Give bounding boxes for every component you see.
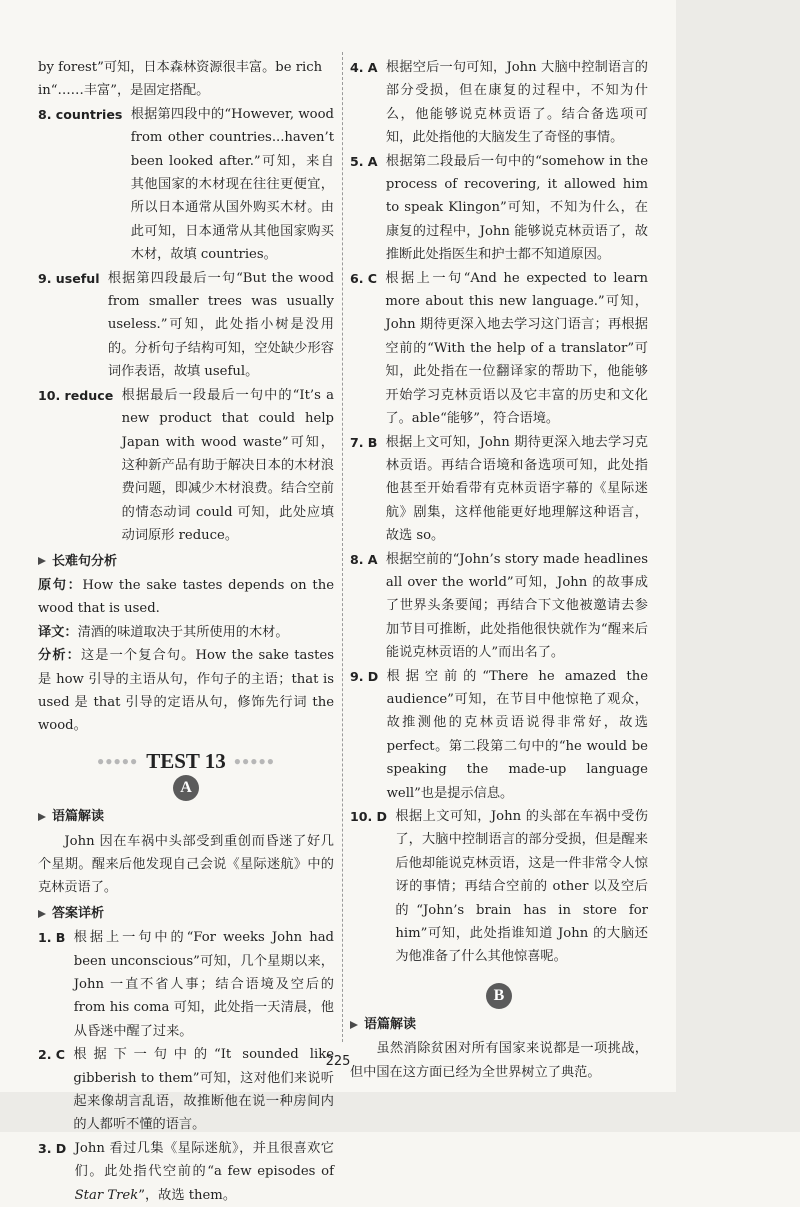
answer-item-1: 1. B 根据上一句中的“For weeks John had been unconscious”可知，几个星期以来，John 一直不省人事；结合语境及空后的 from his coma 可知，此处指一天清晨，他从昏迷中醒了过来。 xyxy=(38,926,334,1043)
answer-explanation: 根据空前的“There he amazed the audience”可知，在节目中他惊艳了观众，故推测他的克林贡语说得非常好，故选 perfect。第二段第二句中的“he would be speaking the made-up language well”也是提示信息。 xyxy=(386,668,648,801)
answer-keyword: C xyxy=(367,270,378,286)
answer-item-8: 8. countries 根据第四段中的“However, wood from other countries...haven’t been looked after.”可知，来自其他国家的木材现在往往更便宜，所以日本通常从国外购买木材。由此可知，日本通常从其他国家购买木材，故填 countries。 xyxy=(38,103,334,267)
passage-heading: 语篇解读 xyxy=(350,1013,648,1036)
answer-explanation: 根据上一句“And he expected to learn more about this new language.”可知，John 期待更深入地去学习这门语言；再根据空前的“With the help of a translator”可知，此处指在一位翻译家的帮助下，他能够开始学习克林贡语以及它丰富的历史和文化了。able“能够”，符合语境。 xyxy=(385,270,648,427)
decorative-dots: ●●●●● xyxy=(233,753,276,768)
answer-keyword: A xyxy=(367,60,378,75)
answer-item-9: 9. D 根据空前的“There he amazed the audience”可知，在节目中他惊艳了观众，故推测他的克林贡语说得非常好，故选 perfect。第二段第二句中的“he would be speaking the made-up language well”也是提示信息。 xyxy=(350,665,648,805)
answer-keyword: D xyxy=(55,1140,67,1156)
translation: 译文：清酒的味道取决于其所使用的木材。 xyxy=(38,624,289,640)
passage-heading: 语篇解读 xyxy=(38,805,334,828)
page-margin-right xyxy=(676,0,800,1132)
answer-explanation: 根据下一句中的“It sounded like gibberish to them”可知，这对他们来说听起来像胡言乱语，故推断他在说一种房间内的人都听不懂的语言。 xyxy=(73,1047,334,1133)
answer-keyword: useful xyxy=(55,270,100,286)
continued-text: by forest”可知，日本森林资源很丰富。be rich in“……丰富”，是固定搭配。 xyxy=(38,60,323,99)
answer-explanation: 根据最后一段最后一句中的“It’s a new product that could help Japan with wood waste”可知，这种新产品有助于解决日本的木材浪费问题，即减少木材浪费。结合空前的情态动词 could 可知，此处应填动词原形 reduce。 xyxy=(121,387,334,544)
decorative-dots: ●●●●● xyxy=(96,753,139,768)
answer-keyword: D xyxy=(367,668,379,684)
answer-explanation: 根据空前的“John’s story made headlines all over the world”可知，John 的故事成了世界头条要闻；再结合下文他被邀请去参加节目可推断，此处指他很快就作为“醒来后能说克林贡语的人”而出名了。 xyxy=(385,551,648,661)
answer-explanation: 根据空后一句可知，John 大脑中控制语言的部分受损，但在康复的过程中，不知为什么，他能够说克林贡语了。结合备选项可知，此处指他的大脑发生了奇怪的事情。 xyxy=(385,60,648,146)
answer-keyword: B xyxy=(55,930,66,946)
answer-item-3: 3. D John 看过几集《星际迷航》，并且很喜欢它们。此处指代空前的“a few episodes of Star Trek”，故选 them。 xyxy=(38,1137,334,1207)
answer-keyword: countries xyxy=(55,106,123,122)
answer-explanation: 根据上文可知，John 期待更深入地去学习克林贡语。再结合语境和备选项可知，此处指他甚至开始看带有克林贡语字幕的《星际迷航》剧集，这样他能更好地理解这种语言，故选 so。 xyxy=(385,434,648,544)
arrow-icon xyxy=(350,1021,358,1029)
answer-item-10: 10. reduce 根据最后一段最后一句中的“It’s a new product that could help Japan with wood waste”可知，这种新产品有助于解决日本的木材浪费问题，即减少木材浪费。结合空前的情态动词 could 可知，此处应填动词原形 reduce。 xyxy=(38,384,334,548)
answer-item-7: 7. B 根据上文可知，John 期待更深入地去学习克林贡语。再结合语境和备选项可知，此处指他甚至开始看带有克林贡语字幕的《星际迷航》剧集，这样他能更好地理解这种语言，故选 so。 xyxy=(350,431,648,548)
answer-explanation: 根据第四段最后一句“But the wood from smaller trees was usually useless.”可知，此处指小树是没用的。分析句子结构可知，空处缺少形容词作表语，故填 useful。 xyxy=(107,270,334,380)
answer-item-10: 10. D 根据上文可知，John 的头部在车祸中受伤了，大脑中控制语言的部分受损，但是醒来后他却能说克林贡语，这是一件非常令人惊讶的事情；再结合空前的 other 以及空后的“John’s brain has in store for him”可知，此处指谁知道 John 的大脑还为他准备了什么其他惊喜呢。 xyxy=(350,805,648,969)
answer-keyword: reduce xyxy=(64,387,114,403)
arrow-icon xyxy=(38,557,46,565)
arrow-icon xyxy=(38,910,46,918)
arrow-icon xyxy=(38,813,46,821)
answer-item-4: 4. A 根据空后一句可知，John 大脑中控制语言的部分受损，但在康复的过程中，不知为什么，他能够说克林贡语了。结合备选项可知，此处指他的大脑发生了奇怪的事情。 xyxy=(350,56,648,150)
answer-keyword: A xyxy=(367,153,378,169)
answer-item-9: 9. useful 根据第四段最后一句“But the wood from smaller trees was usually useless.”可知，此处指小树是没用的。分析句子结构可知，空处缺少形容词作表语，故填 useful。 xyxy=(38,267,334,384)
answer-keyword: D xyxy=(376,809,387,824)
answer-explanation: 根据上文可知，John 的头部在车祸中受伤了，大脑中控制语言的部分受损，但是醒来后他却能说克林贡语，这是一件非常令人惊讶的事情；再结合空前的 other 以及空后的“John’s brain has in store for him”可知，此处指谁知道 John 的大脑还为他准备了什么其他惊喜呢。 xyxy=(395,809,648,965)
section-a-badge: A xyxy=(173,775,199,801)
long-sentence-heading: 长难句分析 xyxy=(38,550,334,573)
answer-explanation: John 看过几集《星际迷航》，并且很喜欢它们。此处指代空前的“a few episodes of Star Trek”，故选 them。 xyxy=(74,1140,334,1203)
section-b-badge: B xyxy=(486,983,512,1009)
analysis: 分析：这是一个复合句。How the sake tastes 是 how 引导的主语从句，作句子的主语；that is used 是 that 引导的定语从句，修饰先行词 the wood。 xyxy=(38,648,334,734)
answer-item-6: 6. C 根据上一句“And he expected to learn more about this new language.”可知，John 期待更深入地去学习这门语言；再根据空前的“With the help of a translator”可知，此处指在一位翻译家的帮助下，他能够开始学习克林贡语以及它丰富的历史和文化了。able“能够”，符合语境。 xyxy=(350,267,648,431)
passage-summary: 虽然消除贫困对所有国家来说都是一项挑战，但中国在这方面已经为全世界树立了典范。 xyxy=(350,1041,648,1080)
answer-keyword: B xyxy=(367,434,378,450)
answer-keyword: C xyxy=(55,1047,66,1063)
page-number: 225 xyxy=(325,1054,351,1069)
original-sentence: 原句：How the sake tastes depends on the wood that is used. xyxy=(38,577,335,617)
answer-item-2: 2. C 根据下一句中的“It sounded like gibberish to them”可知，这对他们来说听起来像胡言乱语，故推断他在说一种房间内的人都听不懂的语言。 xyxy=(38,1043,334,1137)
answer-heading: 答案详析 xyxy=(38,902,334,925)
answer-keyword: A xyxy=(367,551,378,567)
answer-item-8: 8. A 根据空前的“John’s story made headlines all over the world”可知，John 的故事成了世界头条要闻；再结合下文他被邀请去参加节目可推断，此处指他很快就作为“醒来后能说克林贡语的人”而出名了。 xyxy=(350,548,648,665)
answer-explanation: 根据上一句中的“For weeks John had been unconscious”可知，几个星期以来，John 一直不省人事；结合语境及空后的 from his coma 可知，此处指一天清晨，他从昏迷中醒了过来。 xyxy=(73,930,334,1039)
passage-summary: John 因在车祸中头部受到重创而昏迷了好几个星期。醒来后他发现自己会说《星际迷航》中的克林贡语了。 xyxy=(38,833,334,896)
answer-explanation: 根据第四段中的“However, wood from other countries...haven’t been looked after.”可知，来自其他国家的木材现在往往更便宜，所以日本通常从国外购买木材。由此可知，日本通常从其他国家购买木材，故填 countries。 xyxy=(130,106,334,263)
test-title: ●●●●● TEST 13 ●●●●● xyxy=(96,748,276,773)
answer-item-5: 5. A 根据第二段最后一句中的“somehow in the process of recovering, it allowed him to speak Klingon”可知，不知为什么，在康复的过程中，John 能够说克林贡语了，故推断此处指医生和护士都不知道原因。 xyxy=(350,150,648,267)
left-column xyxy=(38,56,334,1207)
answer-explanation: 根据第二段最后一句中的“somehow in the process of recovering, it allowed him to speak Klingon”可知，不知为什么，在康复的过程中，John 能够说克林贡语了，故推断此处指医生和护士都不知道原因。 xyxy=(385,153,648,263)
right-column xyxy=(350,56,648,1084)
column-divider xyxy=(342,52,343,1042)
